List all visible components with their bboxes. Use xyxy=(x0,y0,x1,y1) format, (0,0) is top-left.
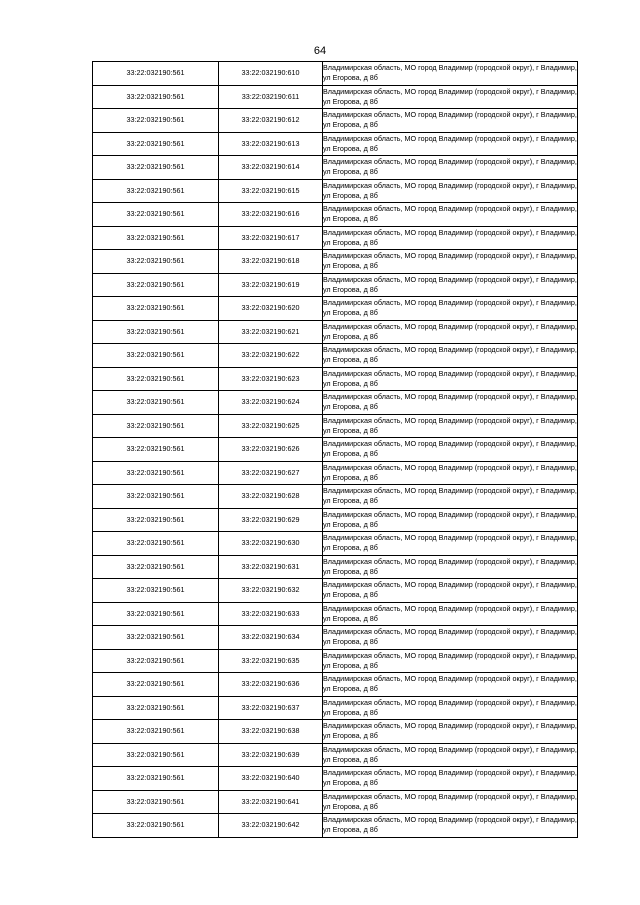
parcel-number-cell: 33:22:032190:561 xyxy=(93,367,219,391)
address-cell: Владимирская область, МО город Владимир (городской округ), г Владимир, ул Егорова, д 8б xyxy=(323,555,578,579)
parcel-number-cell: 33:22:032190:561 xyxy=(93,297,219,321)
parcel-number-cell: 33:22:032190:561 xyxy=(93,62,219,86)
object-number-cell: 33:22:032190:620 xyxy=(219,297,323,321)
address-cell: Владимирская область, МО город Владимир (городской округ), г Владимир, ул Егорова, д 8б xyxy=(323,132,578,156)
parcel-number-cell: 33:22:032190:561 xyxy=(93,649,219,673)
table-row xyxy=(93,62,578,86)
parcel-number-cell: 33:22:032190:561 xyxy=(93,414,219,438)
address-cell: Владимирская область, МО город Владимир (городской округ), г Владимир, ул Егорова, д 8б xyxy=(323,814,578,838)
object-number-cell: 33:22:032190:636 xyxy=(219,673,323,697)
table-row xyxy=(93,297,578,321)
table-row xyxy=(93,109,578,133)
parcel-number-cell: 33:22:032190:561 xyxy=(93,179,219,203)
address-cell: Владимирская область, МО город Владимир (городской округ), г Владимир, ул Егорова, д 8б xyxy=(323,485,578,509)
parcel-number-cell: 33:22:032190:561 xyxy=(93,626,219,650)
table-row xyxy=(93,203,578,227)
parcel-number-cell: 33:22:032190:561 xyxy=(93,814,219,838)
table-row xyxy=(93,461,578,485)
parcel-number-cell: 33:22:032190:561 xyxy=(93,226,219,250)
object-number-cell: 33:22:032190:627 xyxy=(219,461,323,485)
parcel-number-cell: 33:22:032190:561 xyxy=(93,132,219,156)
table-row xyxy=(93,273,578,297)
table-row xyxy=(93,743,578,767)
table-row xyxy=(93,414,578,438)
object-number-cell: 33:22:032190:630 xyxy=(219,532,323,556)
object-number-cell: 33:22:032190:611 xyxy=(219,85,323,109)
address-cell: Владимирская область, МО город Владимир (городской округ), г Владимир, ул Егорова, д 8б xyxy=(323,532,578,556)
page-number: 64 xyxy=(313,45,327,57)
table-row xyxy=(93,555,578,579)
parcel-number-cell: 33:22:032190:561 xyxy=(93,673,219,697)
table-row xyxy=(93,532,578,556)
object-number-cell: 33:22:032190:642 xyxy=(219,814,323,838)
parcel-number-cell: 33:22:032190:561 xyxy=(93,532,219,556)
object-number-cell: 33:22:032190:640 xyxy=(219,767,323,791)
address-cell: Владимирская область, МО город Владимир (городской округ), г Владимир, ул Егорова, д 8б xyxy=(323,203,578,227)
parcel-number-cell: 33:22:032190:561 xyxy=(93,696,219,720)
object-number-cell: 33:22:032190:619 xyxy=(219,273,323,297)
address-cell: Владимирская область, МО город Владимир (городской округ), г Владимир, ул Егорова, д 8б xyxy=(323,438,578,462)
table-row xyxy=(93,179,578,203)
address-cell: Владимирская область, МО город Владимир (городской округ), г Владимир, ул Егорова, д 8б xyxy=(323,226,578,250)
table-row xyxy=(93,508,578,532)
object-number-cell: 33:22:032190:624 xyxy=(219,391,323,415)
table-row xyxy=(93,391,578,415)
cadastral-table-body xyxy=(93,62,578,838)
object-number-cell: 33:22:032190:614 xyxy=(219,156,323,180)
address-cell: Владимирская область, МО город Владимир (городской округ), г Владимир, ул Егорова, д 8б xyxy=(323,250,578,274)
object-number-cell: 33:22:032190:637 xyxy=(219,696,323,720)
object-number-cell: 33:22:032190:629 xyxy=(219,508,323,532)
address-cell: Владимирская область, МО город Владимир (городской округ), г Владимир, ул Егорова, д 8б xyxy=(323,743,578,767)
object-number-cell: 33:22:032190:634 xyxy=(219,626,323,650)
parcel-number-cell: 33:22:032190:561 xyxy=(93,790,219,814)
table-row xyxy=(93,132,578,156)
address-cell: Владимирская область, МО город Владимир (городской округ), г Владимир, ул Егорова, д 8б xyxy=(323,767,578,791)
parcel-number-cell: 33:22:032190:561 xyxy=(93,602,219,626)
address-cell: Владимирская область, МО город Владимир (городской округ), г Владимир, ул Егорова, д 8б xyxy=(323,62,578,86)
object-number-cell: 33:22:032190:638 xyxy=(219,720,323,744)
address-cell: Владимирская область, МО город Владимир (городской округ), г Владимир, ул Егорова, д 8б xyxy=(323,579,578,603)
table-row xyxy=(93,320,578,344)
object-number-cell: 33:22:032190:622 xyxy=(219,344,323,368)
cadastral-table xyxy=(92,61,578,838)
object-number-cell: 33:22:032190:639 xyxy=(219,743,323,767)
object-number-cell: 33:22:032190:632 xyxy=(219,579,323,603)
object-number-cell: 33:22:032190:633 xyxy=(219,602,323,626)
address-cell: Владимирская область, МО город Владимир (городской округ), г Владимир, ул Егорова, д 8б xyxy=(323,109,578,133)
parcel-number-cell: 33:22:032190:561 xyxy=(93,320,219,344)
parcel-number-cell: 33:22:032190:561 xyxy=(93,85,219,109)
table-row xyxy=(93,626,578,650)
table-row xyxy=(93,367,578,391)
table-row xyxy=(93,85,578,109)
parcel-number-cell: 33:22:032190:561 xyxy=(93,461,219,485)
table-row xyxy=(93,790,578,814)
object-number-cell: 33:22:032190:635 xyxy=(219,649,323,673)
parcel-number-cell: 33:22:032190:561 xyxy=(93,555,219,579)
table-row xyxy=(93,485,578,509)
address-cell: Владимирская область, МО город Владимир (городской округ), г Владимир, ул Егорова, д 8б xyxy=(323,508,578,532)
table-row xyxy=(93,602,578,626)
table-row xyxy=(93,579,578,603)
object-number-cell: 33:22:032190:628 xyxy=(219,485,323,509)
parcel-number-cell: 33:22:032190:561 xyxy=(93,391,219,415)
table-row xyxy=(93,696,578,720)
object-number-cell: 33:22:032190:616 xyxy=(219,203,323,227)
table-row xyxy=(93,814,578,838)
parcel-number-cell: 33:22:032190:561 xyxy=(93,156,219,180)
parcel-number-cell: 33:22:032190:561 xyxy=(93,109,219,133)
address-cell: Владимирская область, МО город Владимир (городской округ), г Владимир, ул Егорова, д 8б xyxy=(323,602,578,626)
parcel-number-cell: 33:22:032190:561 xyxy=(93,579,219,603)
parcel-number-cell: 33:22:032190:561 xyxy=(93,767,219,791)
parcel-number-cell: 33:22:032190:561 xyxy=(93,250,219,274)
object-number-cell: 33:22:032190:631 xyxy=(219,555,323,579)
parcel-number-cell: 33:22:032190:561 xyxy=(93,485,219,509)
address-cell: Владимирская область, МО город Владимир (городской округ), г Владимир, ул Егорова, д 8б xyxy=(323,156,578,180)
address-cell: Владимирская область, МО город Владимир (городской округ), г Владимир, ул Егорова, д 8б xyxy=(323,297,578,321)
address-cell: Владимирская область, МО город Владимир (городской округ), г Владимир, ул Егорова, д 8б xyxy=(323,626,578,650)
object-number-cell: 33:22:032190:615 xyxy=(219,179,323,203)
address-cell: Владимирская область, МО город Владимир (городской округ), г Владимир, ул Егорова, д 8б xyxy=(323,320,578,344)
object-number-cell: 33:22:032190:626 xyxy=(219,438,323,462)
address-cell: Владимирская область, МО город Владимир (городской округ), г Владимир, ул Егорова, д 8б xyxy=(323,649,578,673)
object-number-cell: 33:22:032190:612 xyxy=(219,109,323,133)
object-number-cell: 33:22:032190:610 xyxy=(219,62,323,86)
address-cell: Владимирская область, МО город Владимир (городской округ), г Владимир, ул Егорова, д 8б xyxy=(323,391,578,415)
object-number-cell: 33:22:032190:625 xyxy=(219,414,323,438)
object-number-cell: 33:22:032190:613 xyxy=(219,132,323,156)
table-row xyxy=(93,767,578,791)
object-number-cell: 33:22:032190:623 xyxy=(219,367,323,391)
parcel-number-cell: 33:22:032190:561 xyxy=(93,273,219,297)
table-row xyxy=(93,226,578,250)
parcel-number-cell: 33:22:032190:561 xyxy=(93,203,219,227)
object-number-cell: 33:22:032190:621 xyxy=(219,320,323,344)
address-cell: Владимирская область, МО город Владимир (городской округ), г Владимир, ул Егорова, д 8б xyxy=(323,461,578,485)
table-row xyxy=(93,438,578,462)
address-cell: Владимирская область, МО город Владимир (городской округ), г Владимир, ул Егорова, д 8б xyxy=(323,720,578,744)
address-cell: Владимирская область, МО город Владимир (городской округ), г Владимир, ул Егорова, д 8б xyxy=(323,273,578,297)
table-row xyxy=(93,649,578,673)
table-row xyxy=(93,250,578,274)
address-cell: Владимирская область, МО город Владимир (городской округ), г Владимир, ул Егорова, д 8б xyxy=(323,696,578,720)
parcel-number-cell: 33:22:032190:561 xyxy=(93,438,219,462)
parcel-number-cell: 33:22:032190:561 xyxy=(93,508,219,532)
parcel-number-cell: 33:22:032190:561 xyxy=(93,720,219,744)
address-cell: Владимирская область, МО город Владимир (городской округ), г Владимир, ул Егорова, д 8б xyxy=(323,414,578,438)
parcel-number-cell: 33:22:032190:561 xyxy=(93,344,219,368)
address-cell: Владимирская область, МО город Владимир (городской округ), г Владимир, ул Егорова, д 8б xyxy=(323,367,578,391)
object-number-cell: 33:22:032190:618 xyxy=(219,250,323,274)
address-cell: Владимирская область, МО город Владимир (городской округ), г Владимир, ул Егорова, д 8б xyxy=(323,85,578,109)
table-row xyxy=(93,344,578,368)
parcel-number-cell: 33:22:032190:561 xyxy=(93,743,219,767)
address-cell: Владимирская область, МО город Владимир (городской округ), г Владимир, ул Егорова, д 8б xyxy=(323,179,578,203)
address-cell: Владимирская область, МО город Владимир (городской округ), г Владимир, ул Егорова, д 8б xyxy=(323,790,578,814)
object-number-cell: 33:22:032190:641 xyxy=(219,790,323,814)
object-number-cell: 33:22:032190:617 xyxy=(219,226,323,250)
address-cell: Владимирская область, МО город Владимир (городской округ), г Владимир, ул Егорова, д 8б xyxy=(323,673,578,697)
table-row xyxy=(93,673,578,697)
address-cell: Владимирская область, МО город Владимир (городской округ), г Владимир, ул Егорова, д 8б xyxy=(323,344,578,368)
table-row xyxy=(93,156,578,180)
table-row xyxy=(93,720,578,744)
